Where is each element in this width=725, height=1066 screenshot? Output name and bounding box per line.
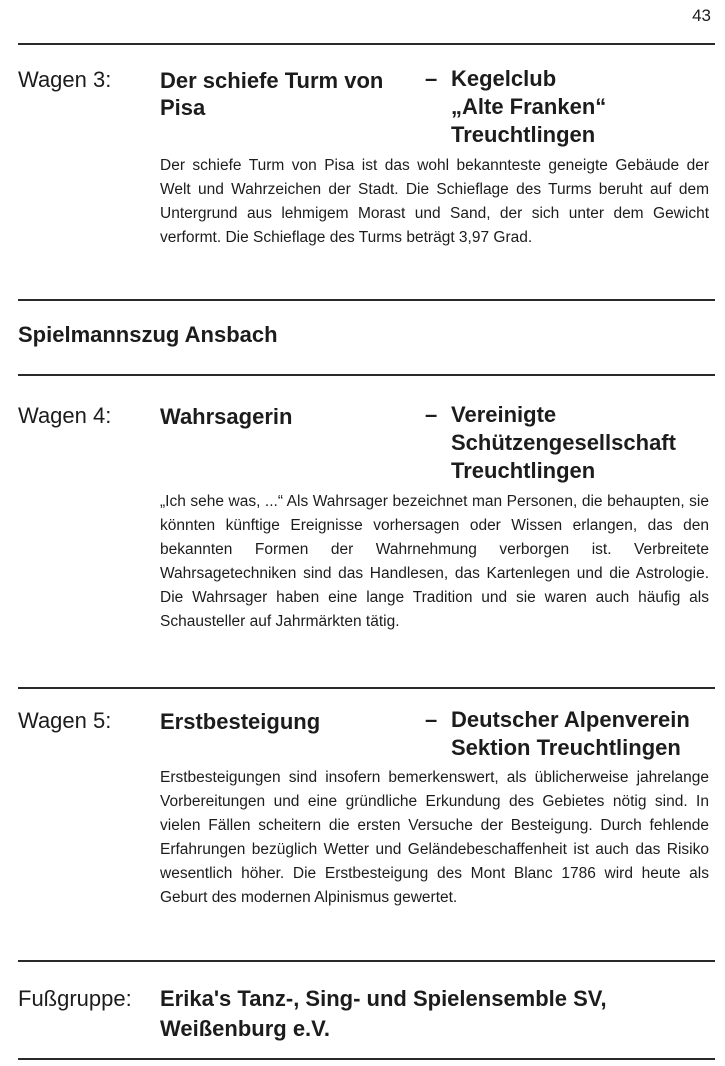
wagen4-description: „Ich sehe was, ...“ Als Wahrsager bezeichnet man Personen, die behaupten, sie könnten künftige Ereignisse vorhersagen oder Wissen erlangen, das den bekannten Formen der Wahrnehmung verborgen ist. Verbreitete Wahrsagetechniken sind das Handlesen, das Kartenlegen und die Astrologie. Die Wahrsager haben eine lange Tradition und sie waren auch häufig als Schausteller auf Jahrmärkten tätig.	[160, 493, 709, 630]
wagen4-org-line-1: Vereinigte	[451, 402, 557, 427]
wagen4-org-line-2: Schützengesellschaft	[451, 430, 676, 455]
wagen5-org-line-2: Sektion Treuchtlingen	[451, 735, 681, 760]
wagen3-org-line-2: „Alte Franken“	[451, 94, 607, 119]
wagen4-org-line-3: Treuchtlingen	[451, 458, 596, 483]
fussgruppe-label: Fußgruppe:	[18, 986, 132, 1011]
wagen3-description: Der schiefe Turm von Pisa ist das wohl bekannteste geneigte Gebäude der Welt und Wahrzeichen der Stadt. Die Schieflage des Turms beruht auf dem Untergrund aus lehmigem Morast und Sand, der sich unter dem Gewicht verformt. Die Schieflage des Turms beträgt 3,97 Grad.	[160, 157, 709, 246]
wagen4-dash: –	[425, 402, 438, 427]
wagen5-title: Erstbesteigung	[160, 709, 321, 734]
wagen3-title: Der schiefe Turm von Pisa	[160, 68, 384, 120]
wagen5-label: Wagen 5:	[18, 708, 112, 733]
wagen4-title: Wahrsagerin	[160, 404, 293, 429]
wagen3-org-line-3: Treuchtlingen	[451, 122, 596, 147]
fussgruppe-name: Erika's Tanz-, Sing- und Spielensemble SV, Weißenburg e.V.	[160, 986, 607, 1041]
wagen5-organization	[425, 706, 690, 762]
wagen4-label: Wagen 4:	[18, 403, 112, 428]
divider-4	[18, 960, 715, 962]
bottom-rule	[18, 1058, 715, 1060]
wagen3-organization	[425, 65, 606, 149]
wagen4-organization	[425, 401, 676, 485]
divider-1	[18, 299, 715, 301]
wagen3-dash: –	[425, 66, 438, 91]
page-number: 43	[692, 6, 711, 25]
divider-2	[18, 374, 715, 376]
wagen3-label: Wagen 3:	[18, 67, 112, 92]
wagen5-description: Erstbesteigungen sind insofern bemerkenswert, als üblicherweise jahrelange Vorbereitungen und eine gründliche Erkundung des Gebietes nötig sind. In vielen Fällen scheitern die ersten Versuche der Besteigung. Durch fehlende Erfahrungen bezüglich Wetter und Geländebeschaffenheit ist auch das Risiko wesentlich höher. Die Erstbesteigung des Mont Blanc 1786 wird heute als Geburt des modernen Alpinismus gewertet.	[160, 769, 709, 906]
spielmannszug-heading: Spielmannszug Ansbach	[18, 322, 278, 347]
wagen3-org-line-1: Kegelclub	[451, 66, 557, 91]
top-rule	[18, 43, 715, 45]
wagen5-org-line-1: Deutscher Alpenverein	[451, 707, 690, 732]
wagen5-dash: –	[425, 707, 438, 732]
divider-3	[18, 687, 715, 689]
